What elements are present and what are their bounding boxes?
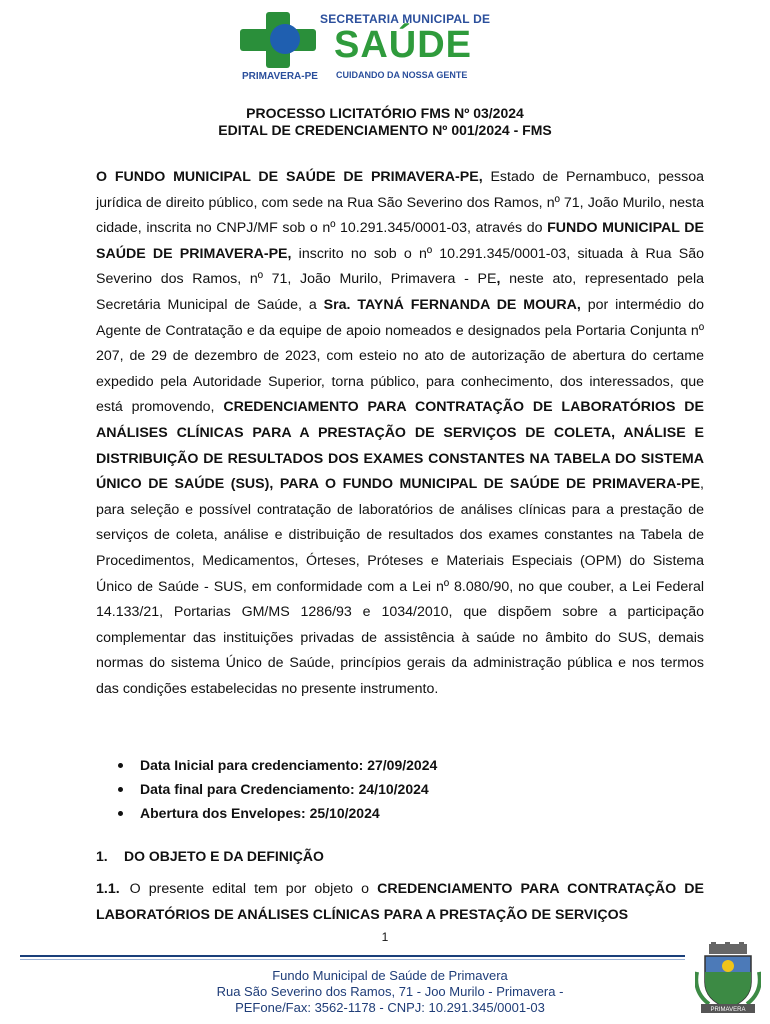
clause-1-1: 1.1. O presente edital tem por objeto o CREDENCIAMENTO PARA CONTRATAÇÃO DE LABORATÓRIOS DE ANÁLISES CLÍNICAS PARA A PRESTAÇÃO DE SERVIÇOS [96,881,704,923]
process-heading: PROCESSO LICITATÓRIO FMS Nº 03/2024 [246,105,524,121]
list-item: Data Inicial para credenciamento: 27/09/2024 [96,753,704,777]
page-number: 1 [381,930,389,944]
logo-tagline: CUIDANDO DA NOSSA GENTE [336,70,468,80]
logo-place: PRIMAVERA-PE [242,71,318,82]
list-item: Abertura dos Envelopes: 25/10/2024 [96,801,704,825]
logo-main: SAÚDE [334,24,473,66]
logo-title: SECRETARIA MUNICIPAL DE [320,12,491,26]
crest-label: PRIMAVERA [710,1007,746,1013]
footer-rule [20,955,685,957]
edital-heading: EDITAL DE CREDENCIAMENTO Nº 001/2024 - FMS [218,122,552,138]
section-heading: 1. DO OBJETO E DA DEFINIÇÃO [96,848,324,864]
object-title: CREDENCIAMENTO PARA CONTRATAÇÃO DE LABORATÓRIOS DE ANÁLISES CLÍNICAS PARA A PRESTAÇÃO DE SERVIÇOS DE COLETA, ANÁLISE E DISTRIBUIÇÃO DE RESULTADOS DOS EXAMES CONSTANTES NA TABELA DO SISTEMA ÚNICO DE SAÚDE (SUS), PARA O FUNDO MUNICIPAL DE SAÚDE DE PRIMAVERA-PE [96,399,704,493]
saude-logo [240,8,500,88]
secretary-name: Sra. TAYNÁ FERNANDA DE MOURA, [323,296,581,313]
municipal-crest-icon [695,942,761,1018]
intro-paragraph: O FUNDO MUNICIPAL DE SAÚDE DE PRIMAVERA-PE, Estado de Pernambuco, pessoa jurídica de direito público, com sede na Rua São Severino dos Ramos, nº 71, João Murilo, nesta cidade, inscrita no CNPJ/MF sob o nº 10.291.345/0001-03, através do FUNDO MUNICIPAL DE SAÚDE DE PRIMAVERA-PE, inscrito no sob o nº 10.291.345/0001-03, situada à Rua São Severino dos Ramos, nº 71, João Murilo, Primavera - PE, neste ato, representado pela Secretária Municipal de Saúde, a Sra. TAYNÁ FERNANDA DE MOURA, por intermédio do Agente de Contratação e da equipe de apoio nomeados e designados pela Portaria Conjunta nº 207, de 29 de dezembro de 2023, com esteio no ato de autorização de abertura do certame expedido pela Autoridade Superior, torna público, para conhecimento, dos interessados, que está promovendo, CREDENCIAMENTO PARA CONTRATAÇÃO DE LABORATÓRIOS DE ANÁLISES CLÍNICAS PARA A PRESTAÇÃO DE SERVIÇOS DE COLETA, ANÁLISE E DISTRIBUIÇÃO DE RESULTADOS DOS EXAMES CONSTANTES NA TABELA DO SISTEMA ÚNICO DE SAÚDE (SUS), PARA O FUNDO MUNICIPAL DE SAÚDE DE PRIMAVERA-PE, para seleção e possível contratação de laboratórios de análises clínicas para a prestação de serviços de coleta, análise e distribuição de resultados dos exames constantes na Tabela de Procedimentos, Medicamentos, Órteses, Próteses e Materiais Especiais (OPM) do Sistema Único de Saúde - SUS, em conformidade com a Lei nº 8.080/90, no que couber, a Lei Federal 14.133/21, Portarias GM/MS 1286/93 e 1034/2010, que dispõem sobre a participação complementar das instituições privadas de assistência à saúde no âmbito do SUS, demais normas do sistema Único de Saúde, princípios gerais da administração pública e nos termos das condições estabelecidas no presente instrumento. [96,169,704,697]
health-cross-icon [240,12,316,68]
footer-address: Fundo Municipal de Saúde de Primavera Rua São Severino dos Ramos, 71 - Joo Murilo - Primavera - PEFone/Fax: 3562-1178 - CNPJ: 10.291.345/0001-03 [216,968,564,1015]
dates-list [96,753,704,825]
list-item: Data final para Credenciamento: 24/10/2024 [96,777,704,801]
footer-rule-thin [20,959,685,960]
fund-name: O FUNDO MUNICIPAL DE SAÚDE DE PRIMAVERA-PE, [96,169,483,185]
